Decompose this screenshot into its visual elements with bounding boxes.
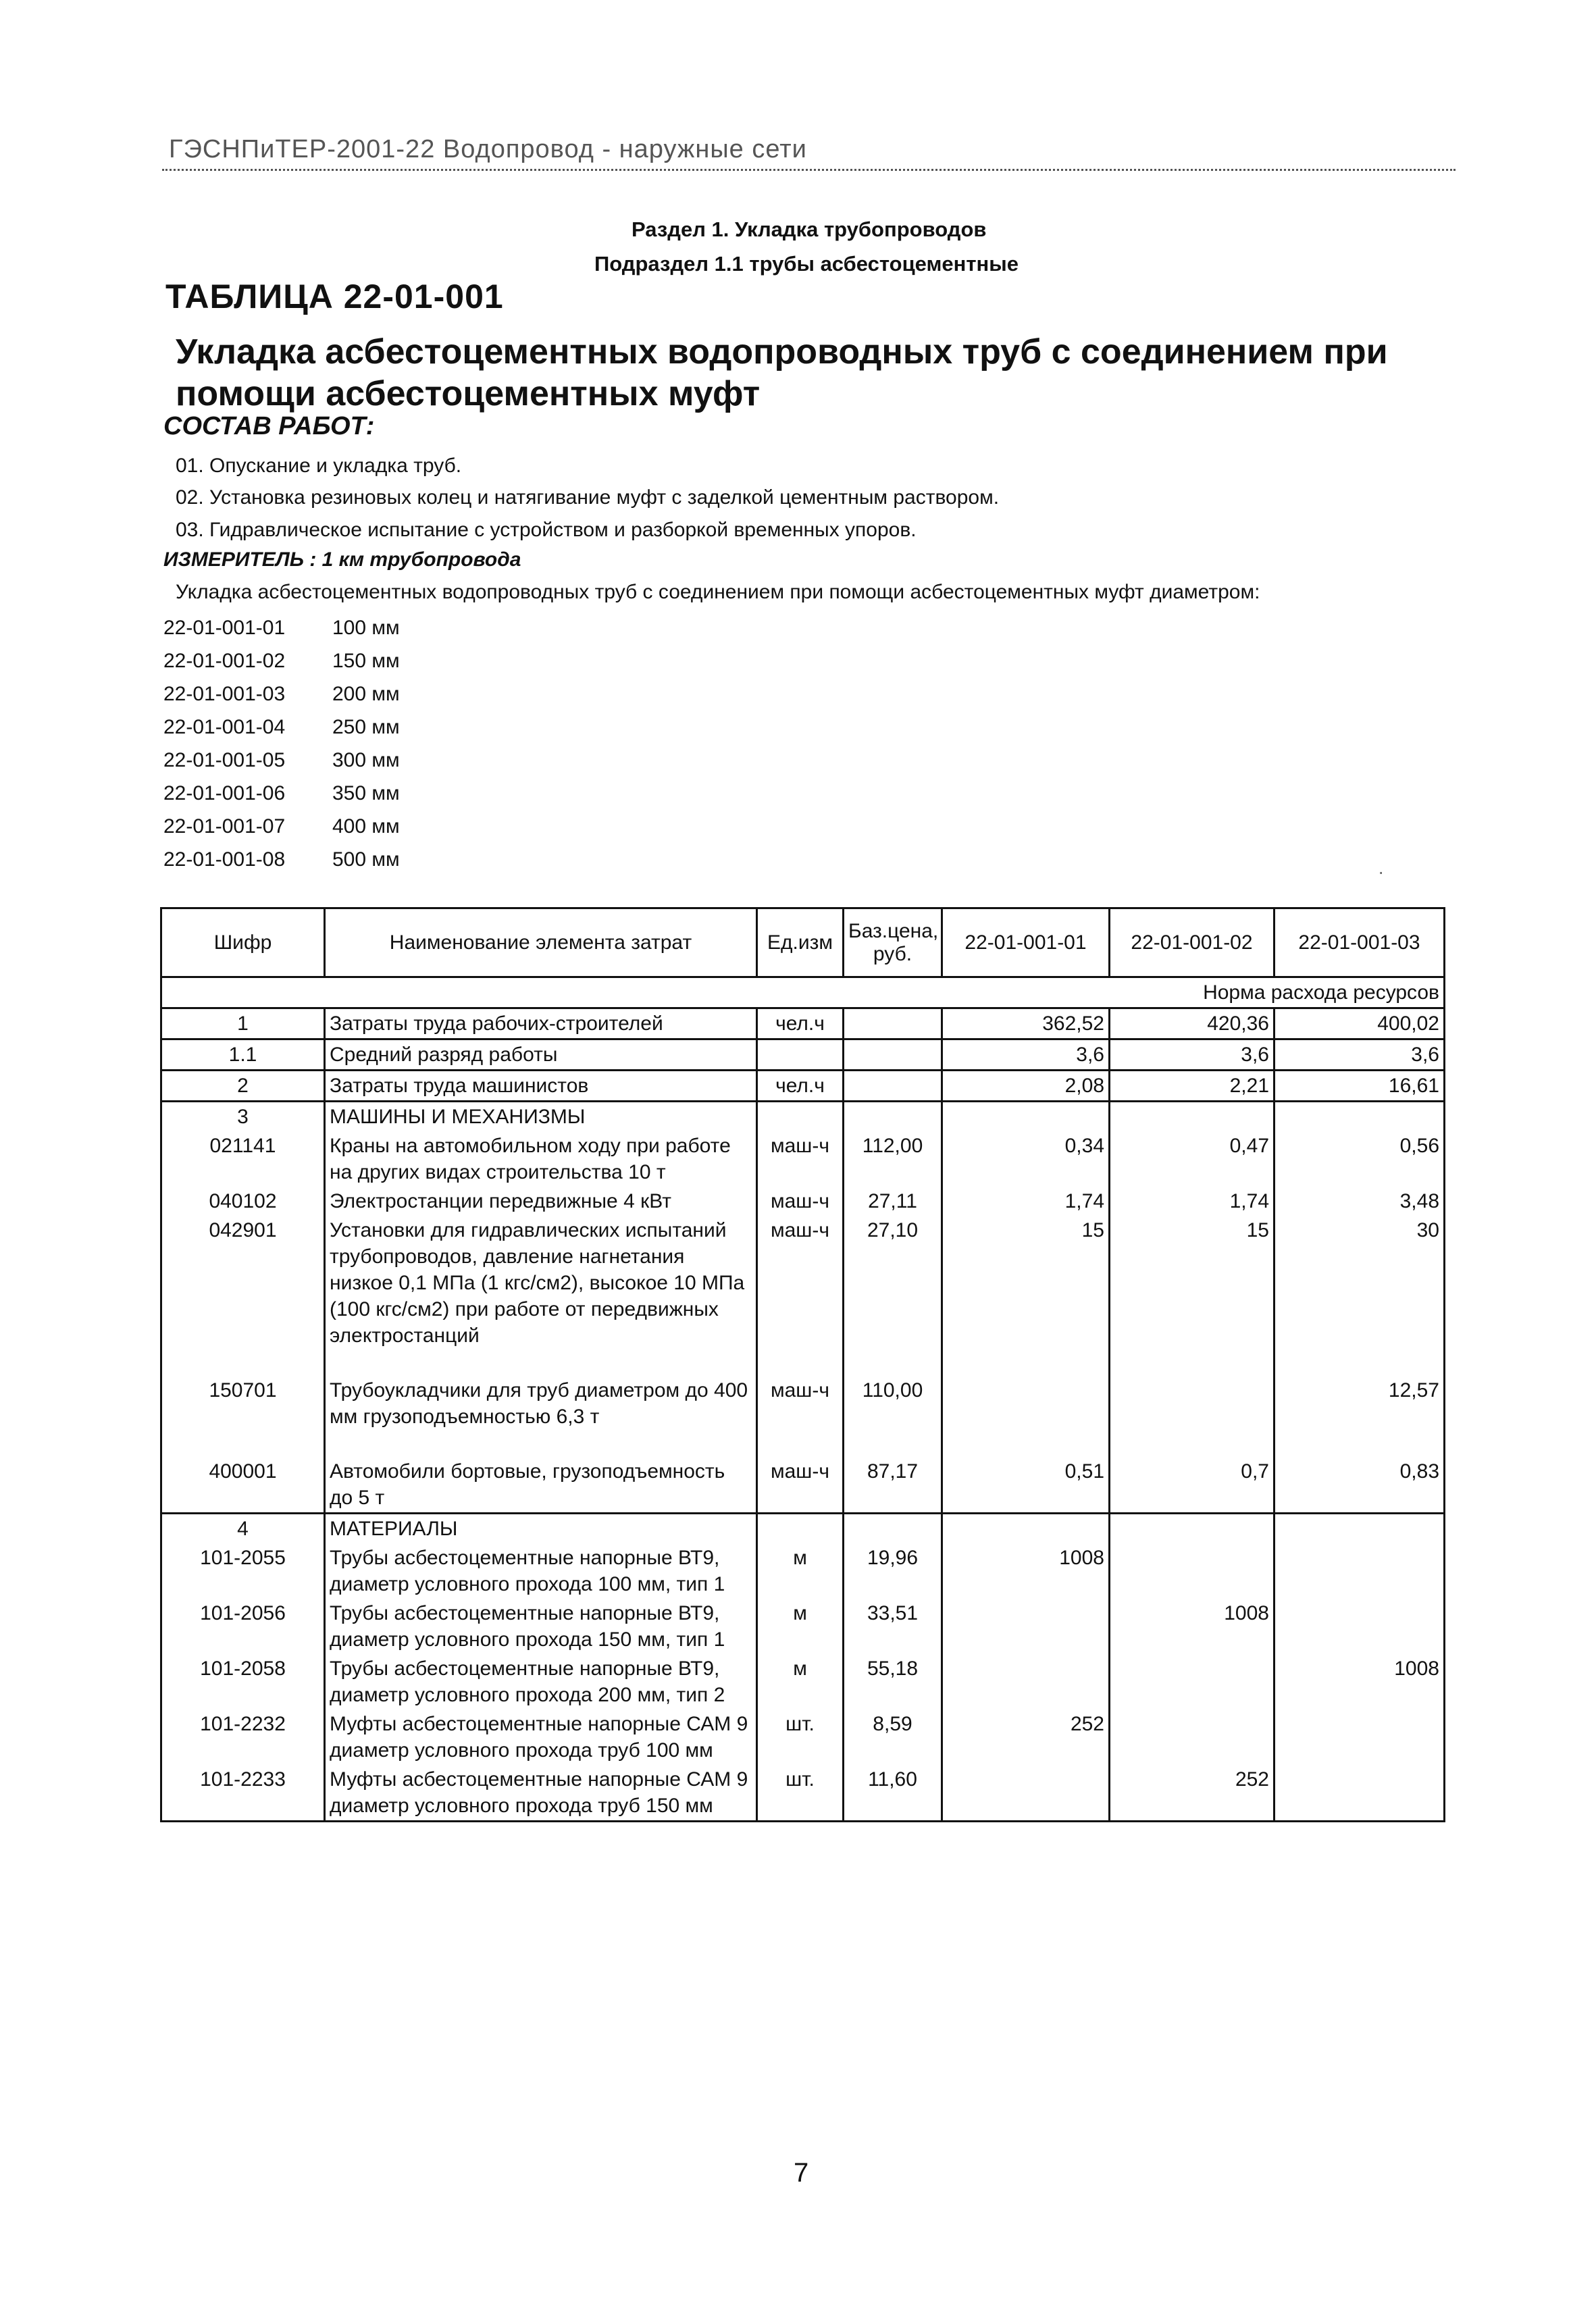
diameter-value: 500 мм [332, 848, 400, 871]
code-list-item [163, 677, 400, 711]
row-base-price: 112,00 [844, 1131, 942, 1187]
table-row [161, 1131, 1445, 1187]
table-row [161, 1102, 1445, 1132]
row-value-03: 400,02 [1275, 1008, 1445, 1039]
row-unit: шт. [757, 1709, 844, 1765]
header-col-02: 22-01-001-02 [1110, 908, 1275, 977]
row-value-02 [1110, 1709, 1275, 1765]
row-unit: маш-ч [757, 1187, 844, 1216]
row-base-price [844, 1102, 942, 1132]
row-value-01 [942, 1599, 1110, 1654]
row-value-02: 252 [1110, 1765, 1275, 1822]
header-rule [162, 169, 1456, 171]
row-name: Затраты труда рабочих-строителей [325, 1008, 757, 1039]
row-value-03 [1275, 1765, 1445, 1822]
row-value-01 [942, 1376, 1110, 1457]
code-value: 22-01-001-05 [163, 749, 286, 771]
row-base-price: 27,11 [844, 1187, 942, 1216]
code-list-item [163, 611, 400, 644]
row-value-01: 1,74 [942, 1187, 1110, 1216]
row-unit: маш-ч [757, 1131, 844, 1187]
table-row [161, 1216, 1445, 1376]
row-value-01: 15 [942, 1216, 1110, 1376]
row-name: Трубы асбестоцементные напорные ВТ9, диаметр условного прохода 150 мм, тип 1 [325, 1599, 757, 1654]
row-cipher: 042901 [161, 1216, 325, 1376]
row-cipher: 1 [161, 1008, 325, 1039]
row-base-price: 27,10 [844, 1216, 942, 1376]
row-value-02: 2,21 [1110, 1071, 1275, 1102]
row-name: Трубы асбестоцементные напорные ВТ9, диаметр условного прохода 100 мм, тип 1 [325, 1543, 757, 1599]
row-value-02: 0,7 [1110, 1457, 1275, 1514]
row-value-03: 16,61 [1275, 1071, 1445, 1102]
row-unit [757, 1102, 844, 1132]
measurement-unit: ИЗМЕРИТЕЛЬ : 1 км трубопровода [163, 548, 521, 571]
row-value-02: 1008 [1110, 1599, 1275, 1654]
row-value-02: 420,36 [1110, 1008, 1275, 1039]
row-unit: маш-ч [757, 1457, 844, 1514]
running-header: ГЭСНПиТЕР-2001-22 Водопровод - наружные сети [169, 135, 807, 163]
stray-dot: · [1378, 861, 1385, 882]
row-value-02 [1110, 1376, 1275, 1457]
row-cipher: 4 [161, 1514, 325, 1544]
table-row [161, 1599, 1445, 1654]
code-value: 22-01-001-01 [163, 617, 286, 639]
row-unit: чел.ч [757, 1008, 844, 1039]
row-unit: м [757, 1654, 844, 1709]
work-composition-heading: СОСТАВ РАБОТ: [163, 412, 375, 440]
row-name: МАШИНЫ И МЕХАНИЗМЫ [325, 1102, 757, 1132]
document-title: Укладка асбестоцементных водопроводных труб с соединением при помощи асбестоцементных муфт [176, 332, 1388, 413]
header-col-01: 22-01-001-01 [942, 908, 1110, 977]
row-base-price: 11,60 [844, 1765, 942, 1822]
table-row [161, 1457, 1445, 1514]
row-value-03: 30 [1275, 1216, 1445, 1376]
row-unit [757, 1514, 844, 1544]
row-value-03 [1275, 1709, 1445, 1765]
work-step-1: 01. Опускание и укладка труб. [176, 455, 462, 477]
row-value-03: 12,57 [1275, 1376, 1445, 1457]
row-name: Автомобили бортовые, грузоподъемность до 5 т [325, 1457, 757, 1514]
row-cipher: 101-2232 [161, 1709, 325, 1765]
page-number: 7 [794, 2158, 809, 2188]
row-base-price: 19,96 [844, 1543, 942, 1599]
table-row [161, 1709, 1445, 1765]
diameter-value: 100 мм [332, 617, 400, 639]
row-value-02: 0,47 [1110, 1131, 1275, 1187]
row-value-01: 362,52 [942, 1008, 1110, 1039]
header-name: Наименование элемента затрат [325, 908, 757, 977]
codes-list [163, 611, 400, 876]
code-list-item [163, 777, 400, 810]
diameter-value: 150 мм [332, 650, 400, 672]
norm-label: Норма расхода ресурсов [161, 977, 1445, 1008]
row-value-03: 0,83 [1275, 1457, 1445, 1514]
header-unit: Ед.изм [757, 908, 844, 977]
table-number-title: ТАБЛИЦА 22-01-001 [165, 278, 504, 315]
row-value-01: 0,51 [942, 1457, 1110, 1514]
row-value-01: 0,34 [942, 1131, 1110, 1187]
row-name: Муфты асбестоцементные напорные САМ 9 диаметр условного прохода труб 150 мм [325, 1765, 757, 1822]
row-cipher: 101-2055 [161, 1543, 325, 1599]
diameter-value: 250 мм [332, 716, 400, 738]
diameter-value: 400 мм [332, 815, 400, 838]
diameter-value: 200 мм [332, 683, 400, 705]
row-value-03: 1008 [1275, 1654, 1445, 1709]
code-value: 22-01-001-03 [163, 683, 286, 705]
row-base-price: 55,18 [844, 1654, 942, 1709]
row-base-price [844, 1514, 942, 1544]
row-value-01: 252 [942, 1709, 1110, 1765]
row-value-02 [1110, 1543, 1275, 1599]
row-name: Электростанции передвижные 4 кВт [325, 1187, 757, 1216]
row-cipher: 040102 [161, 1187, 325, 1216]
row-base-price [844, 1071, 942, 1102]
row-base-price: 8,59 [844, 1709, 942, 1765]
row-value-01: 1008 [942, 1543, 1110, 1599]
row-cipher: 101-2056 [161, 1599, 325, 1654]
row-name: Трубоукладчики для труб диаметром до 400 мм грузоподъемностью 6,3 т [325, 1376, 757, 1457]
code-list-item [163, 843, 400, 876]
row-value-03 [1275, 1543, 1445, 1599]
row-unit: маш-ч [757, 1376, 844, 1457]
row-value-03 [1275, 1514, 1445, 1544]
code-list-item [163, 744, 400, 777]
row-cipher: 2 [161, 1071, 325, 1102]
header-cipher: Шифр [161, 908, 325, 977]
row-cipher: 400001 [161, 1457, 325, 1514]
subsection-title: Подраздел 1.1 трубы асбестоцементные [594, 252, 1019, 276]
row-value-01 [942, 1654, 1110, 1709]
row-value-02 [1110, 1654, 1275, 1709]
row-unit: маш-ч [757, 1216, 844, 1376]
row-value-02: 15 [1110, 1216, 1275, 1376]
row-unit: чел.ч [757, 1071, 844, 1102]
table-row [161, 1187, 1445, 1216]
row-value-03 [1275, 1102, 1445, 1132]
row-value-01: 3,6 [942, 1039, 1110, 1071]
code-value: 22-01-001-04 [163, 716, 286, 738]
code-value: 22-01-001-06 [163, 782, 286, 804]
row-cipher: 101-2233 [161, 1765, 325, 1822]
row-name: Муфты асбестоцементные напорные САМ 9 диаметр условного прохода труб 100 мм [325, 1709, 757, 1765]
row-value-02: 1,74 [1110, 1187, 1275, 1216]
header-base-price: Баз.цена, руб. [844, 908, 942, 977]
row-value-01 [942, 1765, 1110, 1822]
code-list-item [163, 711, 400, 744]
row-cipher: 101-2058 [161, 1654, 325, 1709]
row-cipher: 150701 [161, 1376, 325, 1457]
table-row [161, 1543, 1445, 1599]
row-cipher: 3 [161, 1102, 325, 1132]
row-value-02 [1110, 1514, 1275, 1544]
row-value-02: 3,6 [1110, 1039, 1275, 1071]
resource-norms-table [160, 907, 1445, 1822]
row-base-price: 87,17 [844, 1457, 942, 1514]
row-value-01 [942, 1102, 1110, 1132]
row-base-price [844, 1008, 942, 1039]
diameter-value: 300 мм [332, 749, 400, 771]
row-value-01: 2,08 [942, 1071, 1110, 1102]
row-name: МАТЕРИАЛЫ [325, 1514, 757, 1544]
row-value-03: 3,6 [1275, 1039, 1445, 1071]
row-name: Трубы асбестоцементные напорные ВТ9, диаметр условного прохода 200 мм, тип 2 [325, 1654, 757, 1709]
row-cipher: 021141 [161, 1131, 325, 1187]
code-list-item [163, 810, 400, 843]
code-value: 22-01-001-08 [163, 848, 286, 871]
code-value: 22-01-001-07 [163, 815, 286, 838]
code-value: 22-01-001-02 [163, 650, 286, 672]
row-base-price: 33,51 [844, 1599, 942, 1654]
row-name: Средний разряд работы [325, 1039, 757, 1071]
row-value-03 [1275, 1599, 1445, 1654]
work-step-3: 03. Гидравлическое испытание с устройством и разборкой временных упоров. [176, 519, 917, 541]
table-row [161, 1039, 1445, 1071]
header-col-03: 22-01-001-03 [1275, 908, 1445, 977]
row-value-03: 3,48 [1275, 1187, 1445, 1216]
row-cipher: 1.1 [161, 1039, 325, 1071]
row-unit: шт. [757, 1765, 844, 1822]
codes-intro: Укладка асбестоцементных водопроводных труб с соединением при помощи асбестоцементных муфт диаметром: [176, 581, 1260, 603]
row-name: Краны на автомобильном ходу при работе на других видах строительства 10 т [325, 1131, 757, 1187]
row-value-01 [942, 1514, 1110, 1544]
row-unit: м [757, 1599, 844, 1654]
row-value-03: 0,56 [1275, 1131, 1445, 1187]
work-step-2: 02. Установка резиновых колец и натягивание муфт с заделкой цементным раствором. [176, 486, 1000, 509]
code-list-item [163, 644, 400, 677]
row-value-02 [1110, 1102, 1275, 1132]
diameter-value: 350 мм [332, 782, 400, 804]
table-row [161, 1514, 1445, 1544]
section-title: Раздел 1. Укладка трубопроводов [632, 217, 987, 241]
table-row [161, 1071, 1445, 1102]
table-row [161, 1008, 1445, 1039]
row-base-price [844, 1039, 942, 1071]
row-unit: м [757, 1543, 844, 1599]
row-name: Установки для гидравлических испытаний трубопроводов, давление нагнетания низкое 0,1 МПа (1 кгс/см2), высокое 10 МПа (100 кгс/см2) при работе от передвижных электростанций [325, 1216, 757, 1376]
row-unit [757, 1039, 844, 1071]
table-row [161, 1654, 1445, 1709]
row-name: Затраты труда машинистов [325, 1071, 757, 1102]
row-base-price: 110,00 [844, 1376, 942, 1457]
table-row [161, 1376, 1445, 1457]
table-row [161, 1765, 1445, 1822]
